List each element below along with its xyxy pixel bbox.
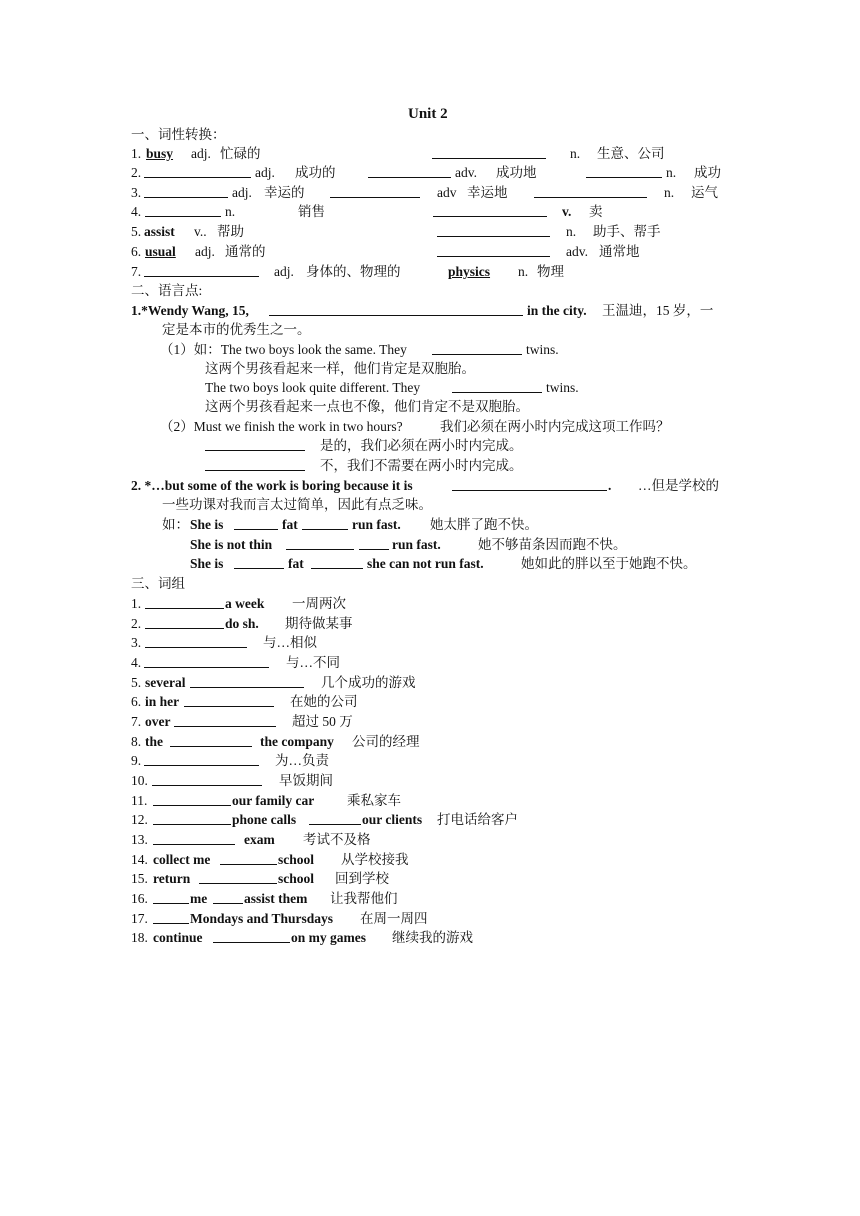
cn-gloss: 她如此的胖以至于她跑不快。 — [521, 556, 697, 571]
cn-gloss: 幸运的 — [264, 185, 305, 200]
item-number: 5. — [131, 224, 142, 239]
answer-blank[interactable] — [144, 753, 259, 766]
answer-blank[interactable] — [437, 224, 550, 237]
example-text: twins. — [546, 380, 579, 395]
pos-label: n. — [566, 224, 577, 239]
cn-gloss: 身体的、物理的 — [306, 264, 401, 279]
item-number: 16. — [131, 891, 148, 906]
example-text: She is — [190, 556, 224, 571]
cn-gloss: 在周一周四 — [360, 911, 428, 926]
item-number: 7. — [131, 264, 142, 279]
answer-blank[interactable] — [220, 852, 277, 865]
example-text: She is not thin — [190, 537, 273, 552]
answer-blank[interactable] — [432, 342, 522, 355]
cn-gloss: 为…负责 — [275, 753, 329, 768]
answer-blank[interactable] — [170, 734, 252, 747]
point-text: 1.*Wendy Wang, 15, — [131, 303, 249, 318]
answer-blank[interactable] — [234, 517, 278, 530]
cn-gloss: 期待做某事 — [285, 616, 353, 631]
cn-gloss: 与…不同 — [286, 655, 340, 670]
cn-gloss: 公司的经理 — [352, 734, 420, 749]
cn-gloss: 不，我们不需要在两小时内完成。 — [320, 458, 523, 473]
item-number: 15. — [131, 871, 148, 886]
phrase-text: do sh. — [225, 616, 259, 631]
answer-blank[interactable] — [534, 185, 647, 198]
section-heading-3: 三、词组 — [131, 576, 185, 591]
answer-blank[interactable] — [433, 204, 547, 217]
cn-gloss: 卖 — [589, 204, 603, 219]
item-number: 2. — [131, 165, 142, 180]
phrase-text: a week — [225, 596, 265, 611]
answer-blank[interactable] — [452, 380, 542, 393]
example-text: fat — [288, 556, 304, 571]
answer-blank[interactable] — [199, 871, 277, 884]
cn-gloss: 幸运地 — [467, 185, 508, 200]
pos-label: v.. — [194, 224, 207, 239]
answer-blank[interactable] — [330, 185, 420, 198]
phrase-text: our family car — [232, 793, 315, 808]
point-1-cn-cont: 定是本市的优秀生之一。 — [162, 322, 311, 337]
example-text: she can not run fast. — [367, 556, 484, 571]
example-text: twins. — [526, 342, 559, 357]
item-number: 8. — [131, 734, 142, 749]
pos-label: adj. — [274, 264, 294, 279]
phrase-text: over — [145, 714, 171, 729]
item-number: 7. — [131, 714, 142, 729]
given-word: busy — [146, 146, 174, 161]
pos-label: n. — [666, 165, 677, 180]
answer-blank[interactable] — [359, 537, 389, 550]
section-heading-2: 二、语言点: — [131, 283, 203, 298]
cn-gloss: 通常的 — [225, 244, 266, 259]
answer-blank[interactable] — [586, 165, 662, 178]
example-text: （1）如：The two boys look the same. They — [160, 342, 407, 357]
cn-gloss: 从学校接我 — [341, 852, 409, 867]
answer-blank[interactable] — [144, 165, 251, 178]
phrase-text: the — [145, 734, 163, 749]
answer-blank[interactable] — [145, 635, 247, 648]
cn-gloss: 忙碌的 — [220, 146, 261, 161]
given-word: usual — [145, 244, 176, 259]
example-text: She is — [190, 517, 224, 532]
item-number: 10. — [131, 773, 148, 788]
cn-gloss: 我们必须在两小时内完成这项工作吗？ — [440, 419, 670, 434]
answer-blank[interactable] — [190, 675, 304, 688]
pos-label: n. — [518, 264, 529, 279]
answer-blank[interactable] — [302, 517, 348, 530]
phrase-text: phone calls — [232, 812, 297, 827]
cn-gloss: 销售 — [298, 204, 325, 219]
cn-gloss: 运气 — [691, 185, 718, 200]
cn-gloss: 在她的公司 — [290, 694, 358, 709]
cn-gloss: 几个成功的游戏 — [321, 675, 416, 690]
answer-blank[interactable] — [205, 438, 305, 451]
answer-blank[interactable] — [368, 165, 451, 178]
pos-label: adv — [437, 185, 457, 200]
answer-blank[interactable] — [153, 812, 231, 825]
cn-gloss: 王温迪，15 岁，一 — [602, 303, 714, 318]
pos-label: n. — [664, 185, 675, 200]
phrase-text: our clients — [362, 812, 423, 827]
pos-label: adv. — [566, 244, 588, 259]
point-text: 2. *…but some of the work is boring because it is — [131, 478, 413, 493]
cn-gloss: 考试不及格 — [303, 832, 371, 847]
answer-blank[interactable] — [153, 911, 189, 924]
item-number: 11. — [131, 793, 148, 808]
page-title: Unit 2 — [408, 106, 448, 122]
phrase-text: assist them — [244, 891, 308, 906]
cn-gloss: 回到学校 — [335, 871, 389, 886]
cn-gloss: 与…相似 — [263, 635, 317, 650]
example-1b-cn: 这两个男孩看起来一点也不像，他们肯定不是双胞胎。 — [205, 399, 529, 414]
answer-blank[interactable] — [213, 930, 290, 943]
pos-label: adj. — [195, 244, 215, 259]
cn-gloss: 继续我的游戏 — [392, 930, 473, 945]
cn-gloss: 乘私家车 — [347, 793, 401, 808]
answer-blank[interactable] — [144, 655, 269, 668]
item-number: 9. — [131, 753, 142, 768]
phrase-text: school — [278, 852, 315, 867]
example-text: run fast. — [392, 537, 441, 552]
example-text: （2）Must we finish the work in two hours? — [160, 419, 403, 434]
answer-blank[interactable] — [432, 146, 546, 159]
given-word: assist — [144, 224, 175, 239]
phrase-text: me — [190, 891, 208, 906]
item-number: 18. — [131, 930, 148, 945]
item-number: 5. — [131, 675, 142, 690]
item-number: 6. — [131, 694, 142, 709]
cn-gloss: 生意、公司 — [597, 146, 665, 161]
point-text: in the city. — [527, 303, 587, 318]
answer-blank[interactable] — [152, 773, 262, 786]
pos-label: adj. — [191, 146, 211, 161]
answer-blank[interactable] — [205, 458, 305, 471]
section-heading-1: 一、词性转换： — [131, 127, 226, 142]
phrase-text: collect me — [153, 852, 211, 867]
cn-gloss: 成功 — [694, 165, 721, 180]
cn-gloss: 她不够苗条因而跑不快。 — [478, 537, 627, 552]
phrase-text: continue — [153, 930, 203, 945]
example-label: 如： — [162, 517, 189, 532]
cn-gloss: 物理 — [537, 264, 564, 279]
cn-gloss: 早饭期间 — [279, 773, 333, 788]
pos-label: adv. — [455, 165, 477, 180]
cn-gloss: 让我帮他们 — [330, 891, 398, 906]
pos-label: n. — [570, 146, 581, 161]
item-number: 1. — [131, 596, 142, 611]
item-number: 1. — [131, 146, 142, 161]
cn-gloss: 是的，我们必须在两小时内完成。 — [320, 438, 523, 453]
point-2-cn-cont: 一些功课对我而言太过简单，因此有点乏味。 — [162, 497, 432, 512]
answer-blank[interactable] — [452, 478, 607, 491]
item-number: 12. — [131, 812, 148, 827]
phrase-text: return — [153, 871, 191, 886]
cn-gloss: 她太胖了跑不快。 — [430, 517, 538, 532]
example-text: run fast. — [352, 517, 401, 532]
item-number: 4. — [131, 204, 142, 219]
cn-gloss: 超过 50 万 — [292, 714, 353, 729]
phrase-text: several — [145, 675, 186, 690]
cn-gloss: 打电话给客户 — [437, 812, 518, 827]
answer-blank[interactable] — [145, 616, 224, 629]
answer-blank[interactable] — [184, 694, 274, 707]
answer-blank[interactable] — [269, 303, 523, 316]
answer-blank[interactable] — [309, 812, 361, 825]
item-number: 2. — [131, 616, 142, 631]
cn-gloss: …但是学校的 — [638, 478, 719, 493]
answer-blank[interactable] — [144, 185, 228, 198]
phrase-text: Mondays and Thursdays — [190, 911, 334, 926]
phrase-text: on my games — [291, 930, 366, 945]
point-text: . — [608, 478, 612, 493]
answer-blank[interactable] — [153, 793, 231, 806]
example-text: The two boys look quite different. They — [205, 380, 421, 395]
phrase-text: school — [278, 871, 315, 886]
item-number: 3. — [131, 185, 142, 200]
answer-blank[interactable] — [144, 264, 259, 277]
cn-gloss: 一周两次 — [292, 596, 346, 611]
cn-gloss: 成功地 — [496, 165, 537, 180]
pos-label: n. — [225, 204, 236, 219]
cn-gloss: 帮助 — [217, 224, 244, 239]
cn-gloss: 成功的 — [295, 165, 336, 180]
phrase-text: in her — [145, 694, 180, 709]
pos-label: adj. — [232, 185, 252, 200]
example-1a-cn: 这两个男孩看起来一样，他们肯定是双胞胎。 — [205, 361, 475, 376]
pos-label: adj. — [255, 165, 275, 180]
item-number: 3. — [131, 635, 142, 650]
answer-blank[interactable] — [145, 596, 224, 609]
item-number: 14. — [131, 852, 148, 867]
answer-blank[interactable] — [213, 891, 243, 904]
given-word: physics — [448, 264, 491, 279]
item-number: 13. — [131, 832, 148, 847]
phrase-text: the company — [260, 734, 334, 749]
answer-blank[interactable] — [234, 556, 284, 569]
answer-blank[interactable] — [286, 537, 354, 550]
answer-blank[interactable] — [153, 832, 235, 845]
cn-gloss: 助手、帮手 — [593, 224, 661, 239]
pos-label: v. — [562, 204, 572, 219]
item-number: 6. — [131, 244, 142, 259]
phrase-text: exam — [244, 832, 275, 847]
answer-blank[interactable] — [437, 244, 550, 257]
answer-blank[interactable] — [145, 204, 221, 217]
answer-blank[interactable] — [153, 891, 189, 904]
answer-blank[interactable] — [311, 556, 363, 569]
example-text: fat — [282, 517, 298, 532]
cn-gloss: 通常地 — [599, 244, 640, 259]
item-number: 17. — [131, 911, 148, 926]
answer-blank[interactable] — [174, 714, 276, 727]
item-number: 4. — [131, 655, 142, 670]
